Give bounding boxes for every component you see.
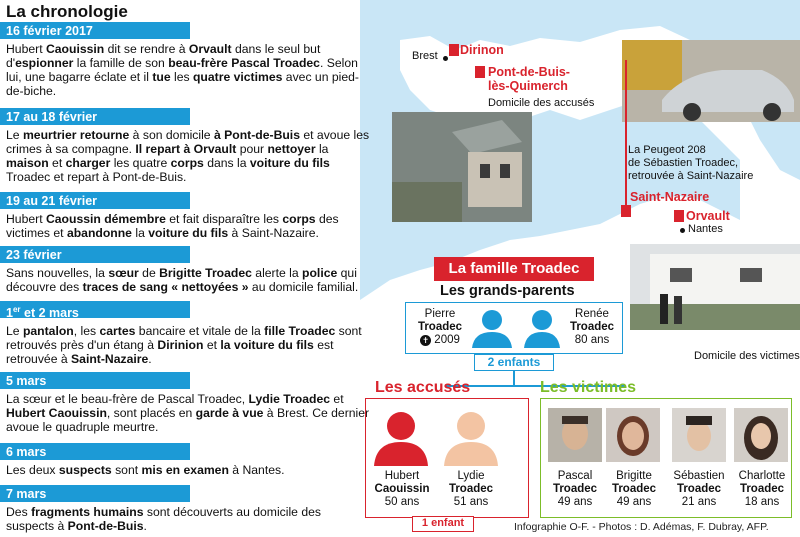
victim-first: Pascal [557,470,593,482]
event-4 [0,246,378,294]
car-caption [628,144,753,183]
event-5 [0,301,378,366]
event-text: Le pantalon, les cartes bancaire et vitale de la fille Troadec sont retrouvés près d'un étang à Dirinion et la voiture du fils est retrouvée à Saint-Nazaire. [6,324,362,367]
event-text: Les deux suspects sont mis en examen à Nantes. [6,463,285,477]
car-caption-line1: La Peugeot 208 [628,144,706,156]
victim-4-label [732,470,792,509]
victim-last: Troadec [552,483,598,495]
brest-label: Brest [412,50,438,62]
accused-last: Troadec [448,483,494,495]
victim-first: Sébastien [673,470,725,482]
gp2-age: 80 ans [574,334,610,346]
victim-3-photo [672,408,726,462]
event-date: 19 au 21 février [0,192,190,209]
event-date: 17 au 18 février [0,108,190,125]
accused-house-photo [392,112,532,222]
car-caption-line3: retrouvée à Saint-Nazaire [628,170,754,182]
victim-age: 18 ans [744,496,780,508]
saint-nazaire-label: Saint-Nazaire [630,190,710,204]
pont-de-buis-label [488,65,570,93]
event-6 [0,372,378,434]
orvault-pin [674,210,684,222]
event-1 [0,22,378,98]
victims-title: Les victimes [540,379,637,396]
event-text: Sans nouvelles, la sœur de Brigitte Troadec alerte la police qui découvre des traces de sang « nettoyées » au domicile familial. [6,266,359,294]
victim-4-photo [734,408,788,462]
event-text: Le meurtrier retourne à son domicile à Pont-de-Buis et avoue les crimes à sa compagne. Il repart à Orvault pour nettoyer la maison et charger les quatre corps dans la voiture du fils Troadec et repart à Pont-de-Buis. [6,128,370,184]
event-date: 7 mars [0,485,190,502]
victim-last: Troadec [739,483,785,495]
photo-credit: Infographie O-F. - Photos : D. Adémas, F. Dubray, AFP. [514,521,769,533]
gp2-first: Renée [575,308,609,320]
event-2 [0,108,378,184]
victim-2-label [604,470,664,509]
car-photo [622,40,800,122]
event-text: Des fragments humains sont découverts au domicile des suspects à Pont-de-Buis. [6,505,321,533]
grandmother-silhouette-icon [522,308,562,348]
saint-nazaire-line [625,60,627,210]
gp1-year: 2009 [434,334,460,346]
gp1-last: Troadec [417,321,463,333]
victim-1-label [546,470,604,509]
children-count-badge: 2 enfants [474,354,554,371]
victim-age: 49 ans [616,496,652,508]
victims-house-photo [630,244,800,330]
brest-dot [443,56,448,61]
event-text: Hubert Caoussin démembre et fait disparaître les corps des victimes et abandonne la voiture du fils à Saint-Nazaire. [6,212,339,240]
event-date: 5 mars [0,372,190,389]
victim-3-label [666,470,732,509]
event-3 [0,192,378,240]
event-text: La sœur et le beau-frère de Pascal Troadec, Lydie Troadec et Hubert Caouissin, sont placés en garde à vue à Brest. Ce dernier avoue le quadruple meurtre. [6,392,370,434]
accused-1-label [368,470,436,509]
one-child-badge: 1 enfant [412,516,474,532]
tree-line [513,370,515,386]
accused-first: Hubert [384,470,420,482]
saint-nazaire-pin [621,205,631,217]
event-date: 23 février [0,246,190,263]
event-7 [0,443,378,477]
dirinon-pin [449,44,459,56]
accused-age: 50 ans [384,496,420,508]
accused-first: Lydie [457,470,485,482]
victim-first: Brigitte [616,470,652,482]
victim-age: 21 ans [681,496,717,508]
deceased-cross-icon: ✝ [420,335,431,346]
event-8 [0,485,378,533]
domicile-accuses-label: Domicile des accusés [488,97,595,109]
event-date: 6 mars [0,443,190,460]
event-text: Hubert Caouissin dit se rendre à Orvault dans le seul but d'espionner la famille de son beau-frère Pascal Troadec. Selon lui, une bagarre éclate et il tue les quatre victimes avec un pied-de-biche. [6,42,359,98]
pont-de-buis-line1: Pont-de-Buis- [488,65,570,79]
victim-first: Charlotte [738,470,786,482]
accused-female-silhouette-icon [440,406,502,466]
domicile-victimes-label: Domicile des victimes [694,350,800,362]
grandparents-title: Les grands-parents [440,283,575,299]
gp1-first: Pierre [424,308,456,320]
event-date: 16 février 2017 [0,22,190,39]
event-date [0,301,190,321]
orvault-label: Orvault [686,209,730,223]
victim-1-photo [548,408,602,462]
accused-male-silhouette-icon [370,406,432,466]
accused-age: 51 ans [453,496,489,508]
pont-de-buis-pin [475,66,485,78]
victim-last: Troadec [676,483,722,495]
pont-de-buis-line2: lès-Quimerch [488,79,568,93]
gp2-last: Troadec [569,321,615,333]
event-date-sup: er [12,305,21,314]
grandfather-silhouette-icon [470,308,514,348]
car-caption-line2: de Sébastien Troadec, [628,157,739,169]
victim-age: 49 ans [557,496,593,508]
grandmother-label [562,308,622,347]
accused-title: Les accusés [375,379,471,396]
page-title: La chronologie [6,2,128,21]
event-date-num: 1 [6,306,13,321]
event-date-rest: et 2 mars [20,306,79,321]
nantes-dot [680,228,685,233]
dirinon-label: Dirinon [460,43,504,57]
grandfather-label [408,308,472,347]
victim-2-photo [606,408,660,462]
nantes-label: Nantes [688,223,723,235]
family-title: La famille Troadec [434,257,594,281]
victim-last: Troadec [611,483,657,495]
accused-2-label [440,470,502,509]
accused-last: Caouissin [374,483,430,495]
